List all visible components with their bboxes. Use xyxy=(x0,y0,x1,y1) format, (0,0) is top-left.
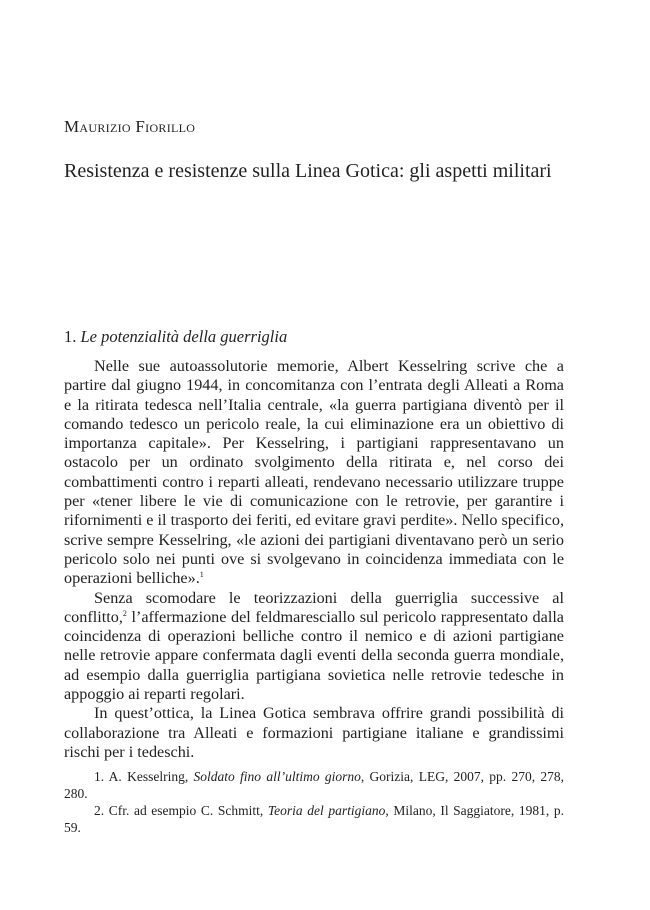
footnote-text: , Milano, Il Saggiatore, 1981, p. 59. xyxy=(64,803,564,835)
footnote-text: 1. A. Kesselring, xyxy=(94,769,194,784)
footnote-work-title: Soldato fino all’ultimo giorno xyxy=(193,769,361,784)
footnotes xyxy=(64,768,564,836)
chapter-title: Resistenza e resistenze sulla Linea Gotica: gli aspetti militari xyxy=(64,160,552,182)
author-name: Maurizio Fiorillo xyxy=(64,117,196,136)
paragraph xyxy=(64,589,564,705)
footnote xyxy=(64,802,564,836)
paragraph-text: l’affermazione del feldmaresciallo sul pericolo rappresentato dalla coincidenza di operazioni belliche contro il nemico e di azioni partigiane nelle retrovie appare confermata dagli eventi della seconda guerra mondiale, ad esempio dalla guerriglia partigiana sovietica nelle retrovie tedesche in appoggio ai reparti regolari. xyxy=(64,607,564,704)
paragraph-text: In quest’ottica, la Linea Gotica sembrava offrire grandi possibilità di collaborazione tra Alleati e formazioni partigiane italiane e grandissimi rischi per i tedeschi. xyxy=(64,704,564,761)
paragraph-text: Nelle sue autoassolutorie memorie, Albert Kesselring scrive che a partire dal giugno 1944, in concomitanza con l’entrata degli Alleati a Roma e la ritirata tedesca nell’Italia centrale, «la guerra partigiana diventò per il comando tedesco un pericolo reale, la cui eliminazione era un obiettivo di importanza capitale». Per Kesselring, i partigiani rappresentavano un ostacolo per un ordinato svolgimento della ritirata e, nel corso dei combattimenti contro i reparti alleati, rendevano necessario utilizzare truppe per «tener libere le vie di comunicazione con le retrovie, per garantire i rifornimenti e il trasporto dei feriti, ed evitare gravi perdite». Nello specifico, scrive sempre Kesselring, «le azioni dei partigiani diventavano però un serio pericolo solo nei punti ove si svolgevano in coincidenza immediata con le operazioni belliche». xyxy=(64,357,564,588)
body-text xyxy=(64,357,564,762)
footnote xyxy=(64,768,564,802)
section-number: 1. xyxy=(64,327,77,346)
section-heading xyxy=(64,327,287,347)
section-title: Le potenzialità della guerriglia xyxy=(80,327,288,346)
paragraph xyxy=(64,704,564,762)
footnote-work-title: Teoria del partigiano xyxy=(267,803,386,818)
footnote-marker: 1 xyxy=(199,570,204,580)
footnote-marker: 2 xyxy=(122,608,127,618)
footnote-text: , Gorizia, LEG, 2007, pp. 270, 278, 280. xyxy=(64,769,564,801)
paragraph-text: Senza scomodare le teorizzazioni della guerriglia successive al conflitto, xyxy=(64,588,564,626)
paragraph xyxy=(64,357,564,589)
footnote-text: 2. Cfr. ad esempio C. Schmitt, xyxy=(94,803,268,818)
